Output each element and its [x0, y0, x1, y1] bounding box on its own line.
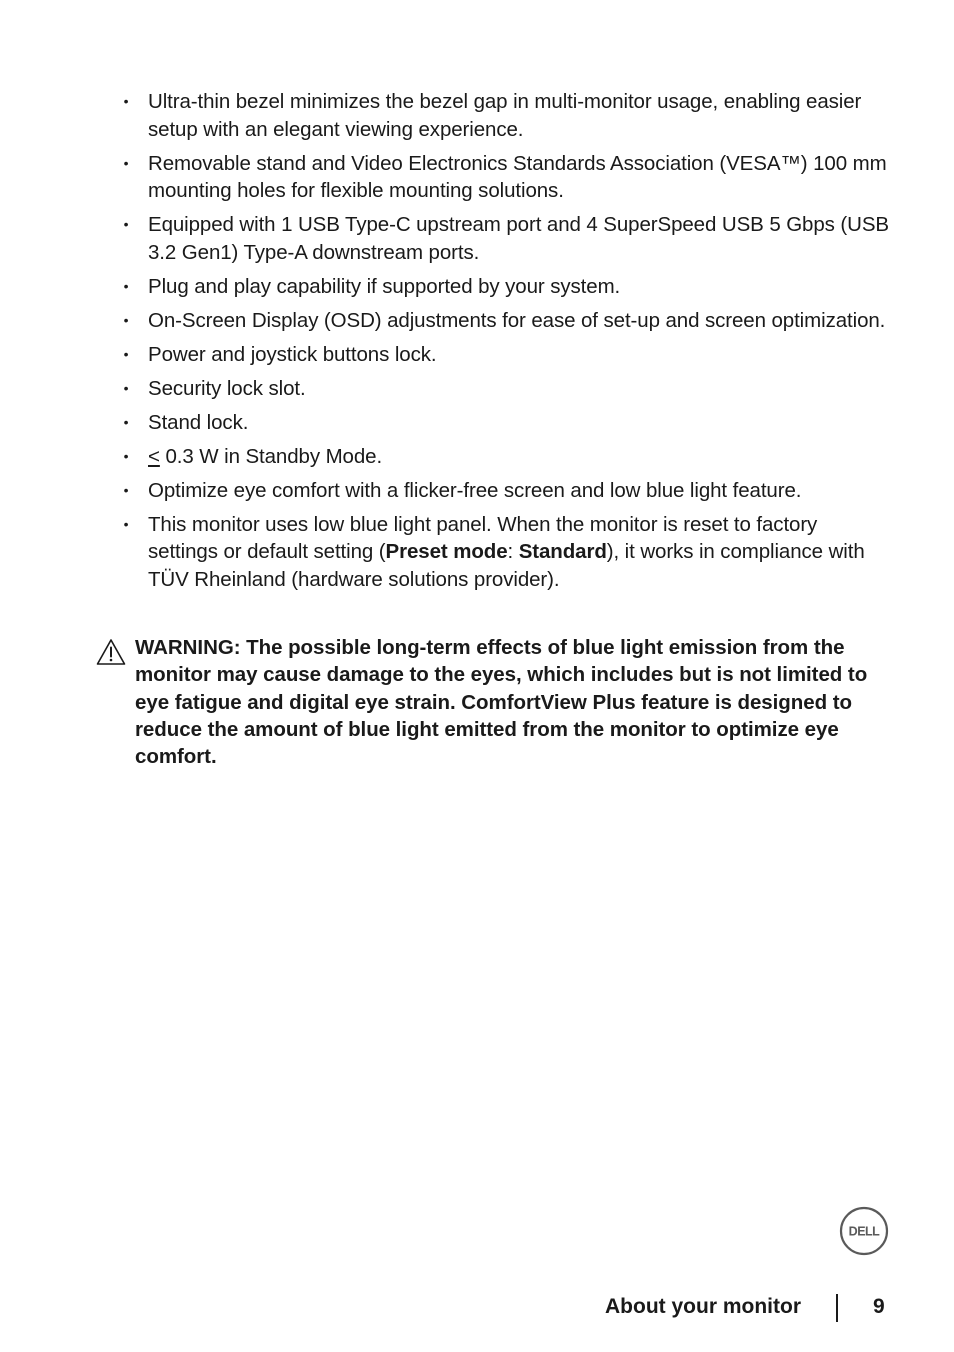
list-item	[120, 88, 890, 143]
bullet-icon: •	[123, 379, 129, 396]
bullet-icon: •	[123, 216, 129, 232]
list-item	[120, 307, 890, 335]
preset-mode-label: Preset mode	[385, 540, 508, 563]
bullet-icon: •	[123, 277, 129, 294]
list-item-text: 0.3 W in Standby Mode.	[159, 444, 383, 468]
list-item-text: Optimize eye comfort with a flicker-free screen and low blue light feature.	[148, 478, 802, 502]
standard-mode-label: Standard	[518, 540, 607, 563]
page-footer	[0, 1290, 954, 1324]
dell-logo-text: DELL	[848, 1224, 880, 1239]
list-item	[120, 273, 890, 301]
list-item-text: Security lock slot.	[148, 376, 306, 400]
list-item	[120, 341, 890, 369]
dell-logo	[839, 1206, 889, 1256]
list-item-text: Stand lock.	[148, 410, 249, 434]
bullet-icon: •	[123, 154, 129, 171]
bullet-icon: •	[123, 515, 129, 532]
footer-section-title: About your monitor	[605, 1295, 801, 1318]
list-item-text: Ultra-thin bezel minimizes the bezel gap in multi-monitor usage, enabling easier setup with an elegant viewing experience.	[148, 90, 862, 141]
list-item	[120, 409, 890, 437]
list-item-text: On-Screen Display (OSD) adjustments for ease of set-up and screen optimization.	[148, 308, 886, 332]
list-item-text: Equipped with 1 USB Type-C upstream port and 4 SuperSpeed USB 5 Gbps (USB 3.2 Gen1) Type-A downstream ports.	[148, 213, 889, 264]
list-item	[120, 150, 890, 205]
list-item-text: ), it works in compliance with TÜV Rheinland (hardware solutions provider).	[148, 540, 865, 591]
bullet-icon: •	[123, 481, 129, 498]
bullet-icon: •	[123, 413, 129, 430]
separator-text: :	[507, 540, 519, 563]
list-item	[120, 443, 890, 471]
bullet-icon: •	[123, 93, 129, 109]
bullet-icon: •	[123, 311, 129, 328]
list-item-text: Power and joystick buttons lock.	[148, 342, 437, 366]
warning-text: WARNING: The possible long-term effects of blue light emission from the monitor may cause damage to the eyes, which includes but is not limited to eye fatigue and digital eye strain. ComfortView Plus feature is designed to reduce the amount of blue light emitted from the monitor to optimize eye comfort.	[135, 636, 868, 769]
footer-divider	[836, 1294, 838, 1322]
list-item-text: Removable stand and Video Electronics Standards Association (VESA™) 100 mm mounting holes for flexible mounting solutions.	[148, 151, 887, 202]
bullet-icon: •	[123, 447, 129, 464]
feature-list	[120, 88, 890, 600]
bullet-icon: •	[123, 345, 129, 362]
less-than-or-equal-symbol: <	[148, 444, 160, 468]
list-item-text: Plug and play capability if supported by your system.	[148, 274, 621, 298]
list-item	[120, 511, 890, 594]
warning-triangle-icon	[96, 638, 126, 666]
list-item	[120, 477, 890, 505]
list-item	[120, 211, 890, 266]
page-number: 9	[873, 1295, 885, 1318]
list-item-text: This monitor uses low blue light panel. When the monitor is reset to factory settings or default setting (	[148, 512, 818, 563]
list-item	[120, 375, 890, 403]
